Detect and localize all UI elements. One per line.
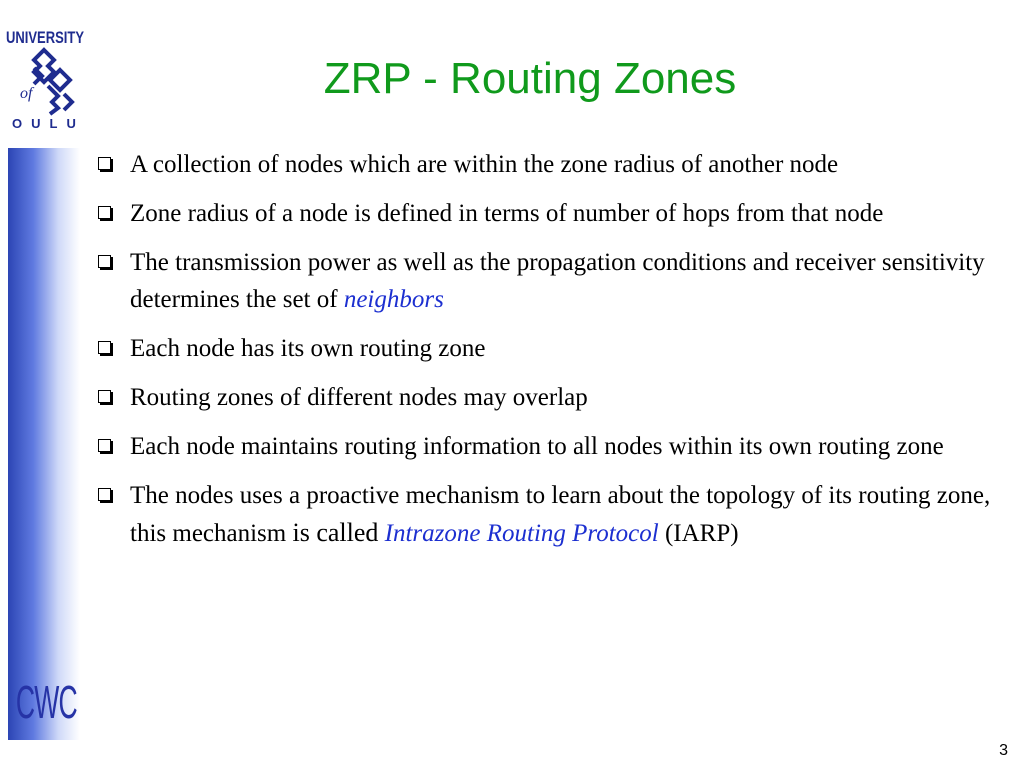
bullet-list [96,146,996,564]
bullet-item [96,244,996,318]
bullet-text: Routing zones of different nodes may overlap [130,384,588,411]
cwc-brand-text: CWC [15,677,77,729]
logo-of-text: of [20,85,33,102]
bullet-text: A collection of nodes which are within the zone radius of another node [130,151,839,178]
bullet-text-larger: is called [292,518,379,547]
logo-emblem-icon [14,46,76,116]
university-of-oulu-logo [6,28,85,132]
logo-oulu-text: OULU [12,116,85,131]
bullet-item [96,379,996,416]
checkbox-bullet-icon [98,439,111,452]
bullet-item [96,477,996,552]
page-number: 3 [999,742,1008,759]
checkbox-bullet-icon [98,390,111,403]
bullet-item [96,330,996,367]
checkbox-bullet-icon [98,488,111,501]
bullet-text: Zone radius of a node is defined in terms of number of hops from that node [130,200,884,227]
sidebar-gradient-bar [8,148,80,740]
bullet-emphasis: Intrazone Routing Protocol [384,520,659,547]
bullet-text: Each node maintains routing information to all nodes within its own routing zone [130,433,944,460]
bullet-item [96,146,996,183]
checkbox-bullet-icon [98,206,111,219]
checkbox-bullet-icon [98,157,111,170]
checkbox-bullet-icon [98,341,111,354]
bullet-text-after: (IARP) [658,520,739,547]
bullet-text: The nodes uses a proactive mechanism to learn about the topology of its routing zone, this mechanism [130,482,991,547]
bullet-text: Each node has its own routing zone [130,335,486,362]
bullet-text: The transmission power as well as the propagation conditions and receiver sensitivity determines the set of [130,249,985,313]
slide-title: ZRP - Routing Zones [323,54,737,103]
logo-university-text: UNIVERSITY [6,28,85,47]
bullet-item [96,428,996,465]
bullet-emphasis: neighbors [343,286,444,313]
checkbox-bullet-icon [98,255,111,268]
bullet-item [96,195,996,232]
